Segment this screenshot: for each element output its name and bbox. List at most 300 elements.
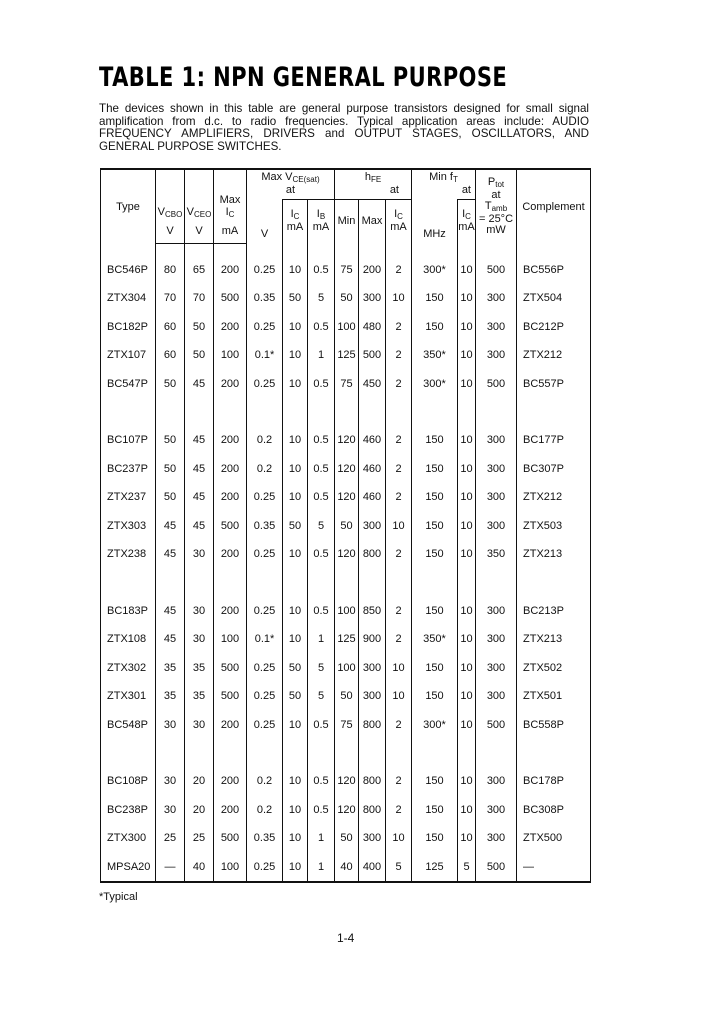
cell-value: 125	[335, 341, 359, 370]
cell-value: 2	[386, 597, 412, 626]
cell-value: 10	[458, 512, 476, 541]
cell-value: 10	[283, 853, 308, 883]
cell-value: 5	[308, 512, 335, 541]
cell-value: 10	[283, 711, 308, 740]
cell-value: 480	[359, 313, 386, 342]
cell-value: 1	[308, 824, 335, 853]
cell-value: 0.1*	[247, 341, 283, 370]
cell-value: 10	[458, 370, 476, 399]
cell-value: 2	[386, 313, 412, 342]
cell-value: 5	[308, 682, 335, 711]
cell-value: 0.2	[247, 455, 283, 484]
cell-value: 900	[359, 625, 386, 654]
cell-value: 300	[476, 455, 517, 484]
cell-value: 300	[476, 767, 517, 796]
cell-type: ZTX238	[101, 540, 156, 569]
header-vcesat-ic: $I_C$ mA	[283, 199, 308, 243]
cell-value: 10	[458, 796, 476, 825]
page-title: TABLE 1: NPN GENERAL PURPOSE	[99, 62, 508, 93]
cell-value: 0.25	[247, 370, 283, 399]
cell-value: 300	[476, 313, 517, 342]
cell-type: BC107P	[101, 426, 156, 455]
cell-value: 45	[185, 512, 214, 541]
table-row	[101, 711, 591, 740]
cell-complement: ZTX502	[517, 654, 591, 683]
header-vcbo-unit: V	[156, 219, 185, 243]
cell-value: 10	[386, 682, 412, 711]
cell-value: 2	[386, 711, 412, 740]
cell-value: 300	[476, 341, 517, 370]
cell-value: 0.25	[247, 597, 283, 626]
cell-value: 65	[185, 256, 214, 285]
cell-value: 300	[476, 426, 517, 455]
table-row	[101, 853, 591, 883]
cell-value: 150	[412, 796, 458, 825]
cell-value: 120	[335, 483, 359, 512]
table-row	[101, 455, 591, 484]
cell-value: 0.5	[308, 767, 335, 796]
header-vceo: $V_{CEO}$	[185, 169, 214, 219]
cell-value: 10	[283, 767, 308, 796]
cell-value: 70	[185, 284, 214, 313]
cell-value: 500	[214, 654, 247, 683]
cell-value: 0.25	[247, 682, 283, 711]
cell-value: 150	[412, 540, 458, 569]
cell-value: 500	[359, 341, 386, 370]
cell-value: 2	[386, 455, 412, 484]
cell-value: —	[156, 853, 185, 883]
cell-complement: ZTX504	[517, 284, 591, 313]
cell-value: 50	[283, 284, 308, 313]
cell-value: 350*	[412, 341, 458, 370]
header-vcbo: $V_{CBO}$	[156, 169, 185, 219]
cell-value: 460	[359, 426, 386, 455]
cell-type: ZTX237	[101, 483, 156, 512]
cell-value: 200	[214, 426, 247, 455]
cell-complement: BC558P	[517, 711, 591, 740]
cell-value: 200	[214, 796, 247, 825]
table-row	[101, 625, 591, 654]
cell-value: 0.5	[308, 426, 335, 455]
header-min-ft: Min $f_T$ at	[412, 169, 476, 199]
cell-value: 350*	[412, 625, 458, 654]
cell-value: 10	[283, 313, 308, 342]
cell-type: BC546P	[101, 256, 156, 285]
cell-value: 200	[214, 455, 247, 484]
cell-value: 120	[335, 796, 359, 825]
intro-paragraph	[99, 103, 589, 153]
cell-value: 2	[386, 796, 412, 825]
cell-value: 50	[283, 512, 308, 541]
cell-value: 80	[156, 256, 185, 285]
cell-type: ZTX304	[101, 284, 156, 313]
cell-value: 150	[412, 597, 458, 626]
cell-value: 150	[412, 682, 458, 711]
cell-complement: BC557P	[517, 370, 591, 399]
cell-value: 0.25	[247, 540, 283, 569]
cell-value: 0.5	[308, 256, 335, 285]
cell-value: 75	[335, 711, 359, 740]
cell-complement: ZTX503	[517, 512, 591, 541]
cell-value: 125	[412, 853, 458, 883]
cell-value: 150	[412, 767, 458, 796]
cell-value: 460	[359, 483, 386, 512]
cell-value: 0.5	[308, 711, 335, 740]
cell-value: 10	[386, 824, 412, 853]
cell-value: 60	[156, 313, 185, 342]
cell-value: 350	[476, 540, 517, 569]
table-row	[101, 284, 591, 313]
group-spacer	[101, 739, 591, 767]
cell-type: BC237P	[101, 455, 156, 484]
cell-value: 100	[335, 597, 359, 626]
cell-value: 50	[335, 284, 359, 313]
cell-value: 200	[214, 256, 247, 285]
intro-text: The devices shown in this table are general purpose transistors designed for small signal amplification from d.c. to radio frequencies. Typical application areas include:	[99, 102, 589, 128]
cell-value: 800	[359, 796, 386, 825]
cell-value: 30	[185, 711, 214, 740]
cell-value: 10	[283, 341, 308, 370]
cell-type: BC548P	[101, 711, 156, 740]
cell-value: 125	[335, 625, 359, 654]
cell-value: 10	[458, 540, 476, 569]
table-row	[101, 824, 591, 853]
cell-value: 35	[185, 654, 214, 683]
cell-value: 45	[185, 370, 214, 399]
cell-value: 2	[386, 341, 412, 370]
cell-value: 50	[335, 824, 359, 853]
cell-value: 150	[412, 426, 458, 455]
cell-value: 5	[308, 284, 335, 313]
cell-value: 50	[185, 313, 214, 342]
cell-complement: —	[517, 853, 591, 883]
cell-value: 200	[214, 711, 247, 740]
cell-value: 1	[308, 625, 335, 654]
header-vcesat-v: V	[247, 199, 283, 243]
cell-value: 25	[156, 824, 185, 853]
cell-value: 35	[156, 654, 185, 683]
cell-value: 50	[335, 512, 359, 541]
group-spacer	[101, 243, 591, 256]
cell-value: 10	[458, 767, 476, 796]
cell-value: 35	[156, 682, 185, 711]
cell-value: 10	[283, 256, 308, 285]
cell-value: 2	[386, 767, 412, 796]
cell-value: 300	[476, 284, 517, 313]
cell-value: 0.35	[247, 284, 283, 313]
cell-value: 300*	[412, 256, 458, 285]
cell-value: 500	[476, 853, 517, 883]
cell-value: 460	[359, 455, 386, 484]
cell-value: 1	[308, 853, 335, 883]
cell-value: 2	[386, 625, 412, 654]
cell-value: 300	[359, 682, 386, 711]
cell-value: 30	[185, 540, 214, 569]
cell-value: 500	[214, 824, 247, 853]
cell-value: 100	[214, 853, 247, 883]
table-row	[101, 313, 591, 342]
cell-complement: ZTX213	[517, 625, 591, 654]
cell-value: 0.2	[247, 767, 283, 796]
header-ft-mhz: MHz	[412, 199, 458, 243]
cell-value: 150	[412, 313, 458, 342]
cell-value: 300	[359, 824, 386, 853]
cell-value: 30	[185, 597, 214, 626]
cell-value: 0.5	[308, 313, 335, 342]
cell-type: BC182P	[101, 313, 156, 342]
cell-complement: BC213P	[517, 597, 591, 626]
cell-value: 20	[185, 767, 214, 796]
cell-value: 500	[214, 512, 247, 541]
cell-value: 5	[458, 853, 476, 883]
cell-value: 10	[458, 597, 476, 626]
cell-value: 10	[283, 426, 308, 455]
cell-value: 0.25	[247, 256, 283, 285]
header-hfe-min: Min	[335, 199, 359, 243]
header-ft-ic: $I_C$ mA	[458, 199, 476, 243]
cell-value: 300	[359, 284, 386, 313]
cell-complement: ZTX501	[517, 682, 591, 711]
intro-applications: AUDIO FREQUENCY AMPLIFIERS, DRIVERS and OUTPUT STAGES, OSCILLATORS, AND GENERAL PURPOSE SWITCHES.	[99, 114, 589, 153]
cell-type: ZTX303	[101, 512, 156, 541]
cell-value: 10	[458, 654, 476, 683]
cell-value: 300	[476, 654, 517, 683]
header-max-ic-unit: mA	[214, 219, 247, 243]
cell-value: 200	[214, 767, 247, 796]
cell-value: 10	[386, 654, 412, 683]
cell-value: 45	[185, 426, 214, 455]
cell-value: 50	[156, 483, 185, 512]
cell-value: 10	[458, 284, 476, 313]
cell-value: 10	[458, 625, 476, 654]
group-spacer	[101, 569, 591, 597]
cell-value: 0.5	[308, 796, 335, 825]
cell-value: 150	[412, 824, 458, 853]
cell-value: 300*	[412, 370, 458, 399]
cell-value: 45	[156, 597, 185, 626]
cell-type: ZTX302	[101, 654, 156, 683]
cell-value: 10	[283, 370, 308, 399]
header-hfe-max: Max	[359, 199, 386, 243]
cell-value: 200	[214, 540, 247, 569]
cell-value: 450	[359, 370, 386, 399]
cell-value: 2	[386, 540, 412, 569]
cell-value: 75	[335, 256, 359, 285]
cell-value: 500	[214, 682, 247, 711]
cell-complement: ZTX213	[517, 540, 591, 569]
cell-type: ZTX107	[101, 341, 156, 370]
cell-value: 45	[185, 483, 214, 512]
cell-value: 0.35	[247, 512, 283, 541]
table-row	[101, 540, 591, 569]
cell-value: 150	[412, 512, 458, 541]
cell-value: 300	[476, 597, 517, 626]
cell-value: 45	[156, 512, 185, 541]
cell-type: BC238P	[101, 796, 156, 825]
cell-value: 300	[476, 512, 517, 541]
cell-value: 0.25	[247, 654, 283, 683]
group-spacer	[101, 398, 591, 426]
header-type: Type	[101, 169, 156, 243]
cell-value: 10	[283, 796, 308, 825]
cell-value: 10	[386, 284, 412, 313]
cell-value: 0.5	[308, 540, 335, 569]
cell-value: 800	[359, 711, 386, 740]
cell-value: 45	[156, 540, 185, 569]
header-vcesat-ib: $I_B$ mA	[308, 199, 335, 243]
cell-complement: BC556P	[517, 256, 591, 285]
cell-complement: BC177P	[517, 426, 591, 455]
cell-value: 0.2	[247, 426, 283, 455]
cell-value: 150	[412, 654, 458, 683]
cell-value: 120	[335, 455, 359, 484]
cell-value: 35	[185, 682, 214, 711]
cell-value: 10	[458, 256, 476, 285]
cell-value: 120	[335, 767, 359, 796]
cell-value: 50	[283, 682, 308, 711]
table-row	[101, 256, 591, 285]
cell-value: 200	[359, 256, 386, 285]
cell-value: 2	[386, 370, 412, 399]
cell-value: 10	[283, 483, 308, 512]
cell-value: 0.25	[247, 853, 283, 883]
header-hfe: $h_{FE}$ at	[335, 169, 412, 199]
cell-value: 10	[458, 824, 476, 853]
cell-value: 200	[214, 597, 247, 626]
cell-value: 0.35	[247, 824, 283, 853]
cell-complement: ZTX500	[517, 824, 591, 853]
cell-value: 60	[156, 341, 185, 370]
cell-value: 25	[185, 824, 214, 853]
header-ptot: $P_{tot}$ at $T_{amb}$ = 25°C mW	[476, 169, 517, 243]
cell-value: 10	[283, 625, 308, 654]
cell-value: 500	[214, 284, 247, 313]
cell-complement: BC307P	[517, 455, 591, 484]
header-max-ic: Max $I_C$	[214, 169, 247, 219]
header-vcesat: Max $V_{CE(sat)}$ at	[247, 169, 335, 199]
cell-value: 0.5	[308, 483, 335, 512]
cell-value: 30	[156, 767, 185, 796]
cell-value: 50	[335, 682, 359, 711]
cell-value: 10	[458, 682, 476, 711]
cell-value: 0.25	[247, 711, 283, 740]
cell-value: 30	[156, 796, 185, 825]
cell-value: 0.2	[247, 796, 283, 825]
cell-value: 850	[359, 597, 386, 626]
cell-value: 10	[458, 313, 476, 342]
cell-value: 300	[476, 625, 517, 654]
cell-value: 75	[335, 370, 359, 399]
cell-type: ZTX301	[101, 682, 156, 711]
cell-value: 10	[283, 455, 308, 484]
cell-value: 300	[476, 824, 517, 853]
table-row	[101, 654, 591, 683]
cell-value: 2	[386, 483, 412, 512]
cell-value: 200	[214, 313, 247, 342]
cell-type: BC547P	[101, 370, 156, 399]
cell-value: 10	[458, 455, 476, 484]
cell-value: 300*	[412, 711, 458, 740]
cell-value: 300	[359, 512, 386, 541]
cell-value: 10	[386, 512, 412, 541]
cell-value: 50	[156, 426, 185, 455]
cell-value: 400	[359, 853, 386, 883]
table-row	[101, 682, 591, 711]
cell-value: 0.1*	[247, 625, 283, 654]
cell-value: 300	[476, 796, 517, 825]
cell-value: 50	[283, 654, 308, 683]
cell-value: 50	[156, 455, 185, 484]
cell-value: 120	[335, 426, 359, 455]
table-row	[101, 426, 591, 455]
cell-value: 0.5	[308, 455, 335, 484]
cell-value: 70	[156, 284, 185, 313]
cell-value: 5	[386, 853, 412, 883]
header-complement: Complement	[517, 169, 591, 243]
cell-value: 800	[359, 767, 386, 796]
cell-value: 150	[412, 455, 458, 484]
cell-value: 300	[476, 483, 517, 512]
cell-value: 40	[185, 853, 214, 883]
cell-type: BC183P	[101, 597, 156, 626]
cell-value: 200	[214, 483, 247, 512]
cell-value: 30	[156, 711, 185, 740]
cell-value: 500	[476, 256, 517, 285]
cell-value: 10	[283, 597, 308, 626]
cell-value: 30	[185, 625, 214, 654]
cell-value: 0.5	[308, 597, 335, 626]
table-row	[101, 341, 591, 370]
cell-value: 10	[458, 341, 476, 370]
npn-transistor-table	[100, 168, 591, 883]
header-hfe-ic: $I_C$ mA	[386, 199, 412, 243]
cell-value: 500	[476, 370, 517, 399]
cell-value: 0.25	[247, 483, 283, 512]
cell-type: BC108P	[101, 767, 156, 796]
table-body	[101, 243, 591, 882]
cell-complement: BC212P	[517, 313, 591, 342]
cell-value: 20	[185, 796, 214, 825]
cell-value: 500	[476, 711, 517, 740]
cell-value: 300	[476, 682, 517, 711]
cell-value: 120	[335, 540, 359, 569]
cell-value: 10	[283, 540, 308, 569]
table-row	[101, 597, 591, 626]
table-header	[101, 169, 591, 243]
cell-value: 45	[156, 625, 185, 654]
cell-value: 800	[359, 540, 386, 569]
cell-value: 2	[386, 256, 412, 285]
cell-complement: ZTX212	[517, 341, 591, 370]
table-row	[101, 796, 591, 825]
cell-type: ZTX108	[101, 625, 156, 654]
cell-value: 10	[458, 711, 476, 740]
cell-complement: BC178P	[517, 767, 591, 796]
header-vceo-unit: V	[185, 219, 214, 243]
cell-value: 45	[185, 455, 214, 484]
cell-value: 300	[359, 654, 386, 683]
cell-value: 10	[458, 483, 476, 512]
cell-value: 10	[283, 824, 308, 853]
cell-complement: BC308P	[517, 796, 591, 825]
cell-value: 50	[185, 341, 214, 370]
table-row	[101, 512, 591, 541]
cell-value: 0.5	[308, 370, 335, 399]
cell-value: 100	[335, 313, 359, 342]
cell-value: 150	[412, 483, 458, 512]
cell-value: 150	[412, 284, 458, 313]
cell-type: ZTX300	[101, 824, 156, 853]
